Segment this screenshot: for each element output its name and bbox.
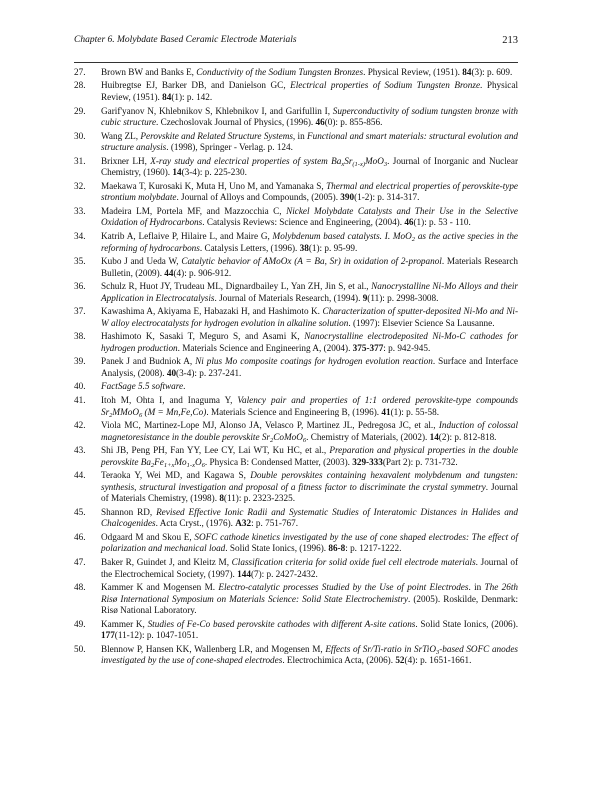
reference-number: 41.	[74, 394, 86, 405]
reference-text: Odgaard M and Skou E, SOFC cathode kinetics investigated by the use of cone shaped electrodes: The effect of polarization and mechanical load. Solid State Ionics, (1996). 86-8: p. 1217-1222.	[101, 531, 518, 554]
reference-number: 33.	[74, 205, 86, 216]
reference-text: Itoh M, Ohta I, and Inaguma Y, Valency pair and properties of 1:1 ordered perovskite-type compounds $Sr_2MMoO_6$ (M = Mn,Fe,Co). Materials Science and Engineering B, (1996). 41(1): p. 55-58.	[101, 394, 519, 419]
reference-item	[74, 470, 518, 505]
reference-item	[74, 80, 518, 103]
reference-text: Hashimoto K, Sasaki T, Meguro S, and Asami K, Nanocrystalline electrodeposited Ni-Mo-C cathodes for hydrogen production. Materials Science and Engineering A, (2004). 375-377: p. 942-945.	[101, 331, 518, 353]
reference-text: Schulz R, Huot JY, Trudeau ML, Dignardbailey L, Yan ZH, Jin S, et al., Nanocrystalline Ni-Mo Alloys and their Application in Electrocatalysis. Journal of Materials Research, (1994). 9(11): p. 2998-3008.	[101, 281, 518, 303]
reference-text: Brown BW and Banks E, Conductivity of the Sodium Tungsten Bronzes. Physical Review, (1951). 84(3): p. 609.	[101, 67, 513, 77]
reference-text: Garif'yanov N, Khlebnikov S, Khlebnikov I, and Garifullin I, Superconductivity of sodium tungsten bronze with cubic structure. Czechoslovak Journal of Physics, (1996). 46(0): p. 855-856.	[101, 105, 518, 128]
reference-item	[74, 557, 518, 580]
reference-item	[74, 532, 518, 555]
page-number: 213	[502, 35, 518, 46]
reference-number: 30.	[74, 130, 86, 141]
reference-text: Wang ZL, Perovskite and Related Structure Systems, in Functional and smart materials: structural evolution and structure analysis. (1998), Springer - Verlag. p. 124.	[101, 130, 519, 153]
reference-item	[74, 181, 518, 204]
reference-item	[74, 281, 518, 304]
reference-number: 49.	[74, 618, 86, 629]
reference-text: Shi JB, Peng PH, Fan YY, Lee CY, Lai WT, Ku HC, et al., Preparation and physical properties in the double perovskite $Ba_2Fe_{1+x}Mo_{1-x}O_6$. Physica B: Condensed Matter, (2003). 329-333(Part 2): p. 731-732.	[101, 445, 518, 469]
reference-text: Viola MC, Martinez-Lope MJ, Alonso JA, Velasco P, Martinez JL, Pedregosa JC, et al., Induction of colossal magnetoresistance in the double perovskite $Sr_2CoMoO_6$. Chemistry of Materials, (2002). 14(2): p. 812-818.	[101, 419, 518, 444]
page-header	[74, 35, 518, 51]
reference-text: Kawashima A, Akiyama E, Habazaki H, and Hashimoto K. Characterization of sputter-deposited Ni-Mo and Ni-W alloy electrocatalysts for hydrogen evolution in alkaline solution. (1997): Elsevier Science Sa Lausanne.	[101, 306, 519, 328]
reference-number: 39.	[74, 356, 86, 367]
reference-number: 36.	[74, 281, 86, 292]
reference-item	[74, 67, 518, 79]
reference-item	[74, 507, 518, 530]
reference-item	[74, 231, 518, 254]
reference-item	[74, 306, 518, 329]
reference-item	[74, 582, 518, 617]
reference-text: Kubo J and Ueda W, Catalytic behavior of AMoOx (A = Ba, Sr) in oxidation of 2-propanol. Materials Research Bulletin, (2009). 44(4): p. 906-912.	[101, 256, 518, 278]
reference-item	[74, 381, 518, 393]
header-divider	[74, 62, 518, 63]
reference-item	[74, 619, 518, 642]
reference-item	[74, 256, 518, 279]
reference-number: 32.	[74, 180, 86, 191]
reference-number: 28.	[74, 80, 86, 91]
reference-number: 47.	[74, 556, 86, 567]
reference-item	[74, 131, 518, 154]
reference-number: 43.	[74, 445, 86, 456]
reference-item	[74, 106, 518, 129]
reference-item	[74, 356, 518, 379]
reference-number: 31.	[74, 155, 86, 166]
reference-number: 40.	[74, 381, 86, 392]
reference-number: 27.	[74, 67, 86, 77]
reference-text: Shannon RD, Revised Effective Ionic Radii and Systematic Studies of Interatomic Distances in Halides and Chalcogenides. Acta Cryst., (1976). A32: p. 751-767.	[101, 506, 518, 529]
reference-number: 38.	[74, 331, 86, 342]
reference-text: Baker R, Guindet J, and Kleitz M, Classification criteria for solid oxide fuel cell electrode materials. Journal of the Electrochemical Society, (1997). 144(7): p. 2427-2432.	[101, 556, 518, 579]
reference-text: Kammer K and Mogensen M. Electro-catalytic processes Studied by the Use of point Electrodes. in The 26th Risø International Symposium on Materials Science: Solid State Electrochemistry. (2005). Roskilde, Denmark: Risø National Laboratory.	[101, 582, 518, 616]
reference-item	[74, 395, 518, 418]
reference-number: 50.	[74, 643, 86, 654]
reference-item	[74, 445, 518, 468]
reference-item	[74, 331, 518, 354]
reference-list	[74, 67, 518, 669]
reference-text: Brixner LH, X-ray study and electrical properties of system $Ba_xSr_{(1-x)}MoO_3$. Journal of Inorganic and Nuclear Chemistry, (1960). 14(3-4): p. 225-230.	[101, 155, 519, 178]
reference-text: Katrib A, Leflaive P, Hilaire L, and Maire G, Molybdenum based catalysts. I. MoO$_2$ as the active species in the reforming of hydrocarbons. Catalysis Letters, (1996). 38(1): p. 95-99.	[101, 230, 519, 253]
reference-text: Blennow P, Hansen KK, Wallenberg LR, and Mogensen M, Effects of Sr/Ti-ratio in SrTiO$_3$-based SOFC anodes investigated by the use of cone-shaped electrodes. Electrochimica Acta, (2006). 52(4): p. 1651-1661.	[101, 643, 518, 666]
reference-text: Kammer K, Studies of Fe-Co based perovskite cathodes with different A-site cations. Solid State Ionics, (2006). 177(11-12): p. 1047-1051.	[101, 618, 518, 641]
reference-number: 48.	[74, 582, 86, 593]
reference-text: FactSage 5.5 software.	[101, 381, 186, 392]
reference-item	[74, 156, 518, 179]
reference-text: Maekawa T, Kurosaki K, Muta H, Uno M, and Yamanaka S, Thermal and electrical properties of perovskite-type strontium molybdate. Journal of Alloys and Compounds, (2005). 390(1-2): p. 314-317.	[101, 180, 519, 203]
reference-number: 37.	[74, 306, 86, 317]
reference-number: 34.	[74, 230, 86, 241]
reference-number: 46.	[74, 531, 86, 542]
reference-item	[74, 420, 518, 443]
reference-number: 42.	[74, 419, 86, 430]
reference-item	[74, 644, 518, 667]
reference-number: 45.	[74, 506, 86, 517]
reference-number: 44.	[74, 470, 86, 481]
reference-text: Huibregtse EJ, Barker DB, and Danielson GC, Electrical properties of Sodium Tungsten Bronze. Physical Review, (1951). 84(1): p. 142.	[101, 80, 518, 103]
reference-text: Madeira LM, Portela MF, and Mazzocchia C, Nickel Molybdate Catalysts and Their Use in the Selective Oxidation of Hydrocarbons. Catalysis Reviews: Science and Engineering, (2004). 46(1): p. 53 - 110.	[101, 205, 518, 228]
reference-number: 29.	[74, 105, 86, 116]
chapter-title: Chapter 6. Molybdate Based Ceramic Electrode Materials	[74, 35, 297, 45]
reference-text: Teraoka Y, Wei MD, and Kagawa S, Double perovskites containing hexavalent molybdenum and tungsten: synthesis, structural investigation and proposal of a fitness factor to discriminate the crystal symmetry. Journal of Materials Chemistry, (1998). 8(11): p. 2323-2325.	[101, 470, 519, 504]
reference-item	[74, 206, 518, 229]
reference-text: Panek J and Budniok A, Ni plus Mo composite coatings for hydrogen evolution reaction. Surface and Interface Analysis, (2008). 40(3-4): p. 237-241.	[101, 356, 518, 378]
reference-number: 35.	[74, 256, 86, 267]
